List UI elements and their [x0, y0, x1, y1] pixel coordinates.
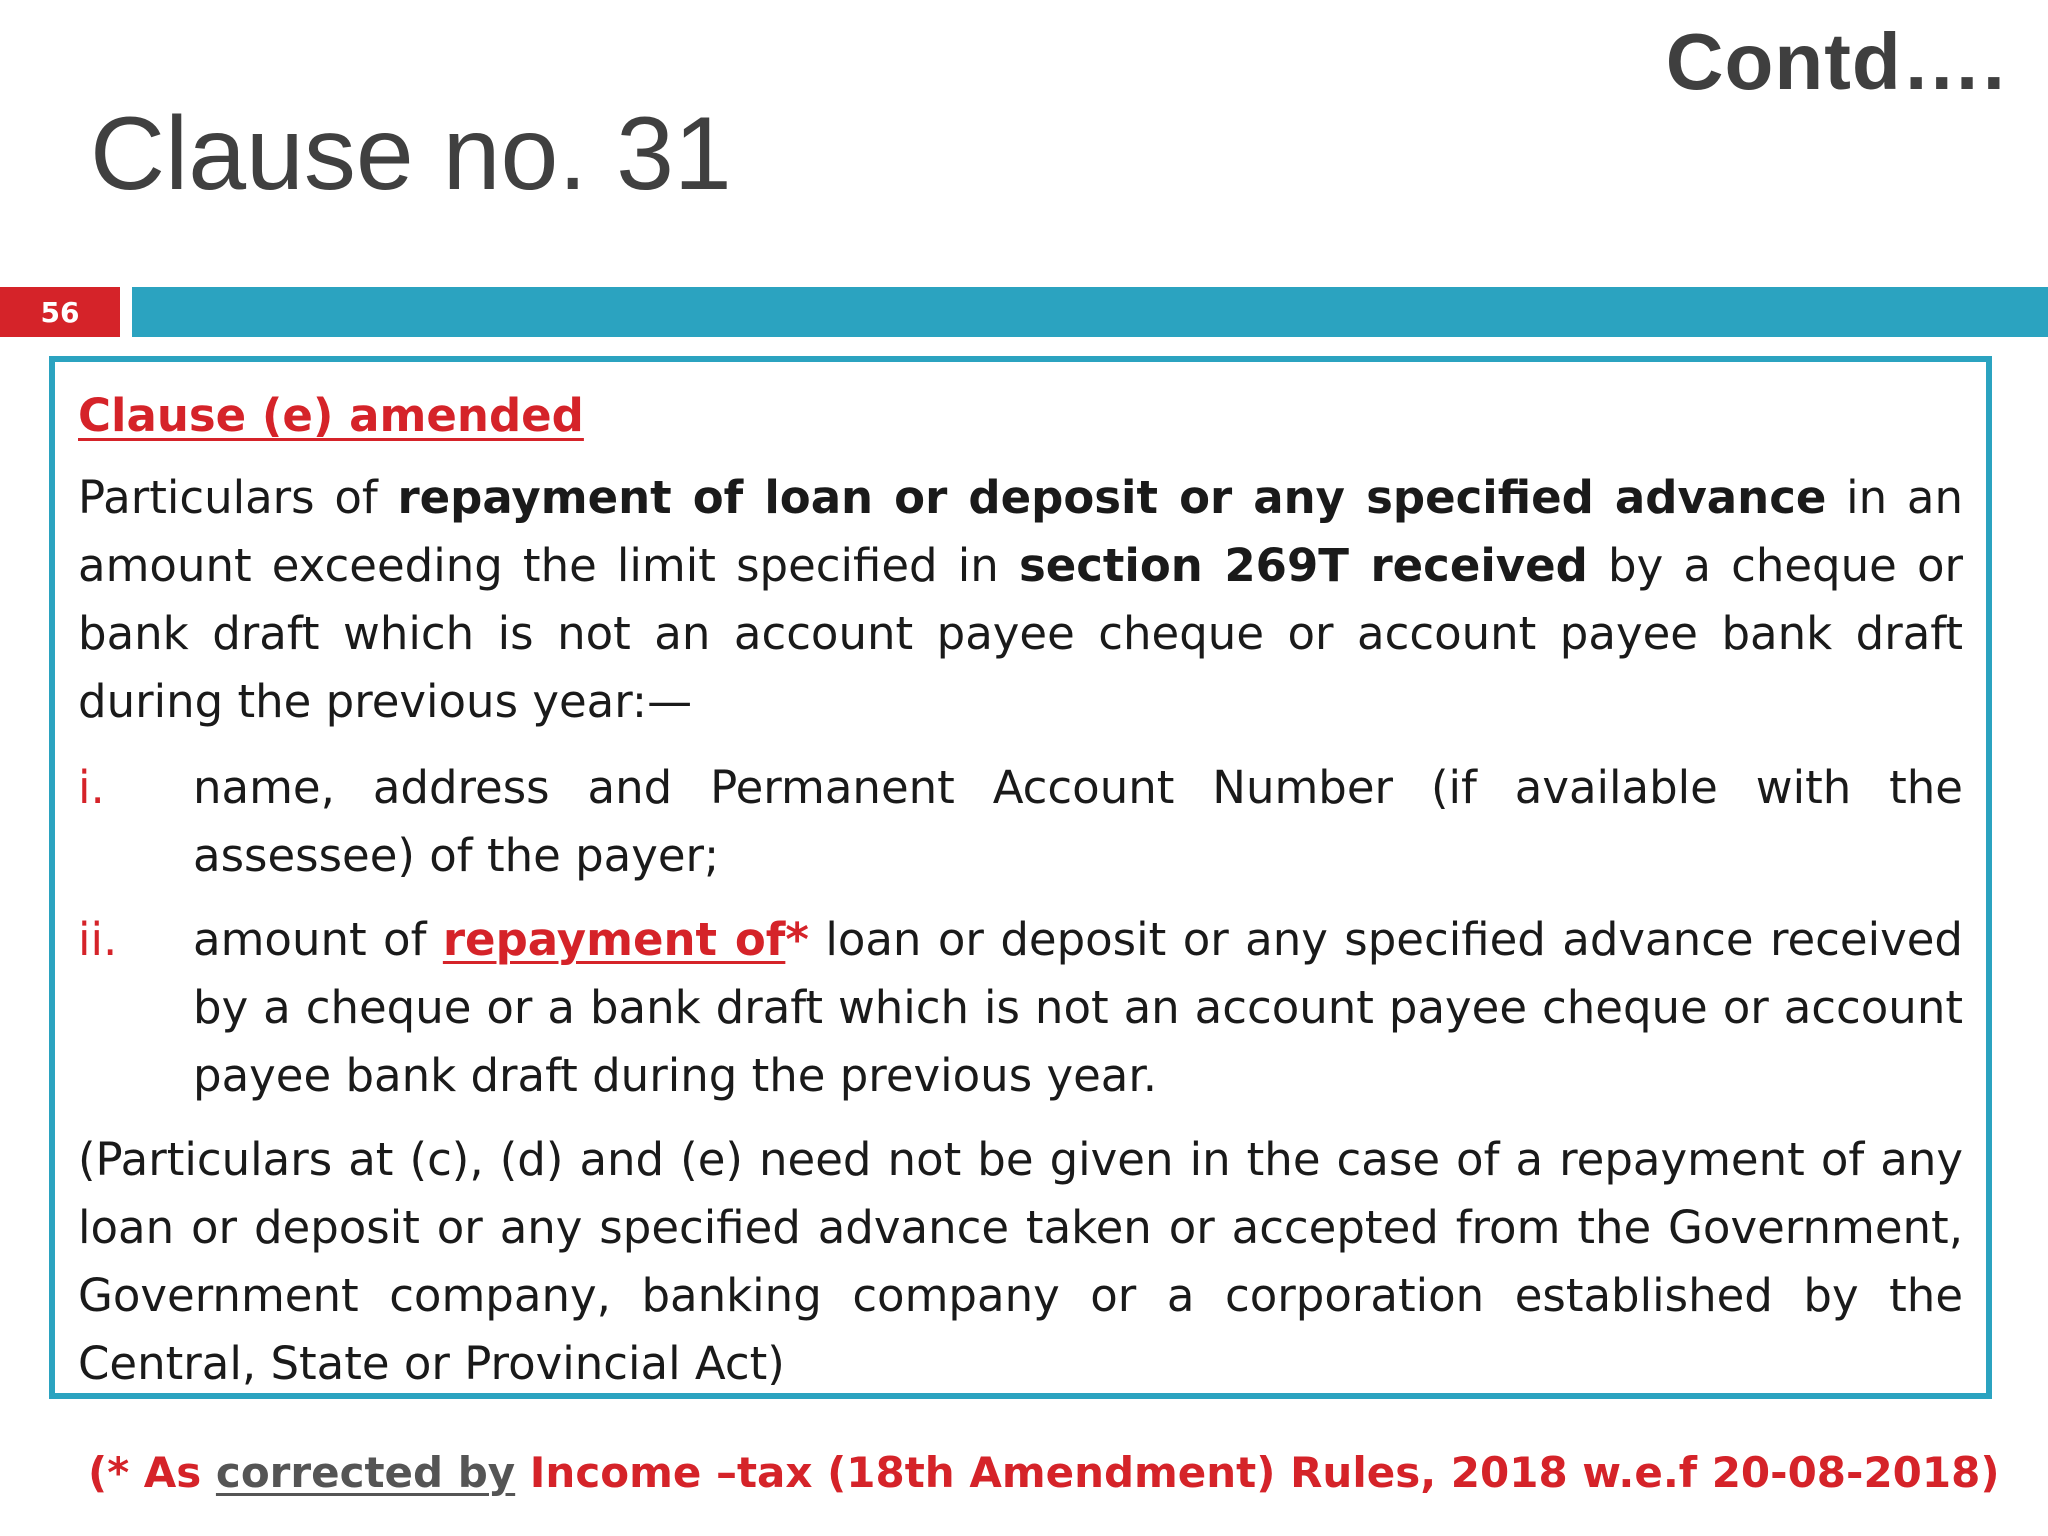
footnote-corrected-by: corrected by	[215, 1448, 516, 1497]
intro-bold-2: section 269T received	[1018, 539, 1588, 592]
item-pre-text: amount of	[193, 913, 443, 966]
list-marker: i.	[78, 761, 105, 814]
contd-label: Contd….	[1665, 17, 2006, 106]
intro-text-2: in an amount exceeding the limit specified in	[78, 471, 1963, 592]
footnote-part-1: (* As	[88, 1448, 216, 1497]
list-item-text	[193, 906, 1963, 1110]
list-item	[78, 906, 1963, 1110]
clause-heading: Clause (e) amended	[78, 389, 584, 442]
list-item	[78, 754, 1963, 890]
item-post-text: loan or deposit or any specified advance received by a cheque or a bank draft which is not an account payee cheque or account payee bank draft during the previous year.	[193, 913, 1963, 1102]
intro-paragraph	[78, 464, 1963, 736]
amendment-footnote	[88, 1448, 2000, 1497]
slide-number: 56	[0, 287, 120, 337]
amendment-star: *	[785, 913, 809, 966]
intro-text-1: Particulars of	[78, 471, 398, 524]
content-box	[49, 356, 1992, 1399]
intro-bold-1: repayment of loan or deposit or any specified advance	[397, 471, 1827, 524]
amended-phrase: repayment of	[442, 913, 786, 966]
particulars-list	[78, 754, 1963, 1110]
intro-text-3: by a cheque or bank draft which is not an account payee cheque or account payee bank draft during the previous year:—	[78, 539, 1963, 728]
slide-title: Clause no. 31	[90, 96, 732, 212]
list-marker: ii.	[78, 913, 118, 966]
accent-bar	[132, 287, 2048, 337]
footnote-part-3: Income –tax (18th Amendment) Rules, 2018 w.e.f 20-08-2018)	[515, 1448, 2000, 1497]
exemption-note: (Particulars at (c), (d) and (e) need not be given in the case of a repayment of any loan or deposit or any specified advance taken or accepted from the Government, Government company, banking company or a corporation established by the Central, State or Provincial Act)	[78, 1133, 1963, 1390]
list-item-text: name, address and Permanent Account Number (if available with the assessee) of the payer;	[193, 761, 1963, 882]
